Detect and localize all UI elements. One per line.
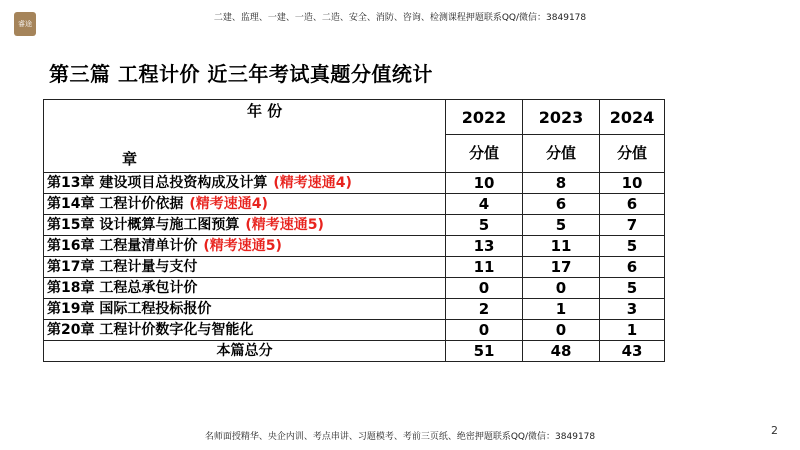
chapter-cell	[44, 299, 446, 320]
chapter-label: 第15章 设计概算与施工图预算	[47, 216, 240, 233]
chapter-cell	[44, 257, 446, 278]
value-cell: 3	[600, 299, 665, 320]
chapter-cell	[44, 278, 446, 299]
score-subheader: 分值	[446, 135, 523, 173]
bottom-note: 名师面授精华、央企内训、考点串讲、习题模考、考前三页纸、绝密押题联系QQ/微信：3849178	[204, 432, 596, 442]
chapter-label: 第19章 国际工程投标报价	[47, 300, 212, 317]
chapter-label: 第16章 工程量清单计价	[47, 237, 198, 254]
value-cell: 0	[523, 320, 600, 341]
value-cell: 11	[523, 236, 600, 257]
value-cell: 6	[600, 194, 665, 215]
score-table	[43, 99, 665, 362]
value-cell: 8	[523, 173, 600, 194]
chapter-highlight: (精考速通4)	[189, 195, 268, 212]
table-row	[44, 194, 665, 215]
total-value: 48	[523, 341, 600, 362]
value-cell: 11	[446, 257, 523, 278]
chapter-highlight: (精考速通5)	[245, 216, 324, 233]
value-cell: 6	[600, 257, 665, 278]
table-row	[44, 278, 665, 299]
year-header-2022: 2022	[446, 100, 523, 135]
value-cell: 10	[446, 173, 523, 194]
top-note: 二建、监理、一建、一造、二造、安全、消防、咨询、检测课程押题联系QQ/微信：3849178	[213, 13, 587, 23]
total-label: 本篇总分	[44, 341, 446, 362]
page-title: 第三篇 工程计价 近三年考试真题分值统计	[49, 62, 433, 86]
value-cell: 5	[523, 215, 600, 236]
table-row	[44, 320, 665, 341]
chapter-highlight: (精考速通4)	[273, 174, 352, 191]
year-header-2024: 2024	[600, 100, 665, 135]
chapter-cell	[44, 320, 446, 341]
chapter-label: 第20章 工程计价数字化与智能化	[47, 321, 254, 338]
page-number: 2	[771, 424, 778, 437]
value-cell: 10	[600, 173, 665, 194]
value-cell: 5	[600, 236, 665, 257]
value-cell: 0	[446, 320, 523, 341]
value-cell: 5	[600, 278, 665, 299]
chapter-cell	[44, 215, 446, 236]
value-cell: 0	[446, 278, 523, 299]
chapter-cell	[44, 194, 446, 215]
year-header-2023: 2023	[523, 100, 600, 135]
value-cell: 13	[446, 236, 523, 257]
chapter-label: 第18章 工程总承包计价	[47, 279, 198, 296]
chapter-label: 第17章 工程计量与支付	[47, 258, 198, 275]
chapter-label: 第13章 建设项目总投资构成及计算	[47, 174, 268, 191]
value-cell: 4	[446, 194, 523, 215]
total-value: 51	[446, 341, 523, 362]
value-cell: 1	[523, 299, 600, 320]
value-cell: 6	[523, 194, 600, 215]
value-cell: 1	[600, 320, 665, 341]
value-cell: 0	[523, 278, 600, 299]
corner-chapter-label: 章	[122, 150, 138, 168]
value-cell: 5	[446, 215, 523, 236]
total-value: 43	[600, 341, 665, 362]
value-cell: 7	[600, 215, 665, 236]
table-row	[44, 236, 665, 257]
logo: 睿途	[14, 12, 36, 36]
value-cell: 17	[523, 257, 600, 278]
value-cell: 2	[446, 299, 523, 320]
chapter-cell	[44, 236, 446, 257]
chapter-cell	[44, 173, 446, 194]
score-subheader: 分值	[600, 135, 665, 173]
score-subheader: 分值	[523, 135, 600, 173]
table-row	[44, 299, 665, 320]
total-row	[44, 341, 665, 362]
chapter-highlight: (精考速通5)	[203, 237, 282, 254]
table-row	[44, 173, 665, 194]
chapter-label: 第14章 工程计价依据	[47, 195, 184, 212]
table-row	[44, 257, 665, 278]
corner-year-label: 年 份	[247, 102, 283, 120]
table-corner-header	[44, 100, 446, 173]
table-row	[44, 215, 665, 236]
